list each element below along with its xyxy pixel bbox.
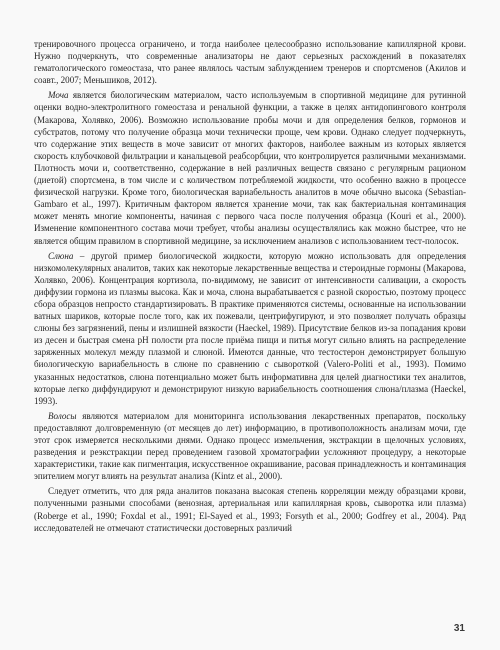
paragraph-urine: [34, 89, 466, 246]
paragraph-text: является биологическим материалом, часто используемым в спортивной медицине для рутинной оценки водно-электролитного гомеостаза и ренальной функции, а также в целях антидопингового контроля (Макарова, Холявко, 2006). Возможно использование пробы мочи и для определения белков, гормонов и субстратов, потому что получение образца мочи технически проще, чем крови. Однако следует подчеркнуть, что содержание этих веществ в моче зависит от многих факторов, наиболее важным из которых является скорость клубочковой фильтрации и канальцевой реабсорбции, что контролируется различными механизмами. Плотность мочи и, соответственно, содержание в ней различных веществ связано с регулярным рационом (диетой) спортсмена, в том числе и с количеством потребляемой жидкости, что особенно важно в процессе физической нагрузки. Кроме того, биологическая вариабельность аналитов в моче обычно высока (Sebastian-Gambaro et al., 1997). Критичным фактором является хранение мочи, так как бактериальная контаминация может менять многие компоненты, начиная с первого часа после получения образца (Kouri et al., 2000). Изменение компонентного состава мочи требует, чтобы анализы осуществлялись как можно быстрее, что не является общим правилом в спортивной медицине, за исключением анализов с использованием тест-полосок.: [34, 90, 466, 246]
term-urine: Моча: [48, 90, 69, 101]
paragraph-saliva: [34, 250, 466, 407]
paragraph-text: Следует отметить, что для ряда аналитов показана высокая степень корреляции между образцами крови, полученными разными способами (венозная, артериальная или капиллярная кровь, сыворотка или плазма) (Roberge et al., 1990; Foxdal et al., 1991; El-Sayed et al., 1993; Forsyth et al., 2000; Godfrey et al., 2004). Ряд исследователей не отмечают статистически достоверных различий: [34, 486, 466, 533]
paragraph-hair: [34, 410, 466, 483]
paragraph-blood-correlation: [34, 485, 466, 533]
paragraph-text: тренировочного процесса ограничено, и тогда наиболее целесообразно использование капиллярной крови. Нужно подчеркнуть, что современные анализаторы не дают серьезных расхождений в показателях гематологического гомеостаза, что ранее являлось частым заблуждением тренеров и спортсменов (Акилов и соавт., 2007; Меньшиков, 2012).: [34, 39, 466, 86]
paragraph-text: являются материалом для мониторинга использования лекарственных препаратов, поскольку предоставляют долговременную (от месяцев до лет) информацию, в противоположность анализам мочи, где этот срок измеряется несколькими днями. Однако процесс измельчения, экстракции в щелочных условиях, разведения и реэкстракции перед проведением газовой хроматографии усложняют процедуру, а некоторые характеристики, такие как пигментация, искусственное окрашивание, расовая принадлежность и контаминация эпителием могут влиять на результат анализа (Kintz et al., 2000).: [34, 410, 466, 482]
page-number: 31: [453, 623, 465, 634]
page-body: [34, 38, 466, 537]
paragraph-text: – другой пример биологической жидкости, которую можно использовать для определения низкомолекулярных аналитов, таких как некоторые лекарственные вещества и стероидные гормоны (Макарова, Холявко, 2006). Концентрация кортизола, по-видимому, не зависит от интенсивности саливации, а скорость диффузии гормона из плазмы высока. Как и моча, слюна вырабатывается с разной скоростью, поэтому процесс сбора образцов непросто стандартизировать. В практике применяются системы, основанные на использовании ватных шариков, которые после того, как их пожевали, центрифугируют, и это позволяет получать образцы слюны без загрязнений, пены и излишней вязкости (Haeckel, 1989). Присутствие белков из-за попадания крови из десен и быстрая смена pH полости рта после приёма пищи и питья могут сильно влиять на распределение заряженных молекул между плазмой и слюной. Имеются данные, что тестостерон демонстрирует большую биологическую вариабельность в слюне по сравнению с сывороткой (Valero-Politi et al., 1993). Помимо указанных недостатков, слюна потенциально может быть информативна для целей диагностики тех аналитов, которые легко диффундируют и демонстрируют низкую вариабельность соотношения слюна/плазма (Haeckel, 1993).: [34, 250, 466, 406]
term-hair: Волосы: [48, 410, 77, 421]
paragraph-blood-capillary: [34, 38, 466, 86]
term-saliva: Слюна: [48, 250, 74, 261]
